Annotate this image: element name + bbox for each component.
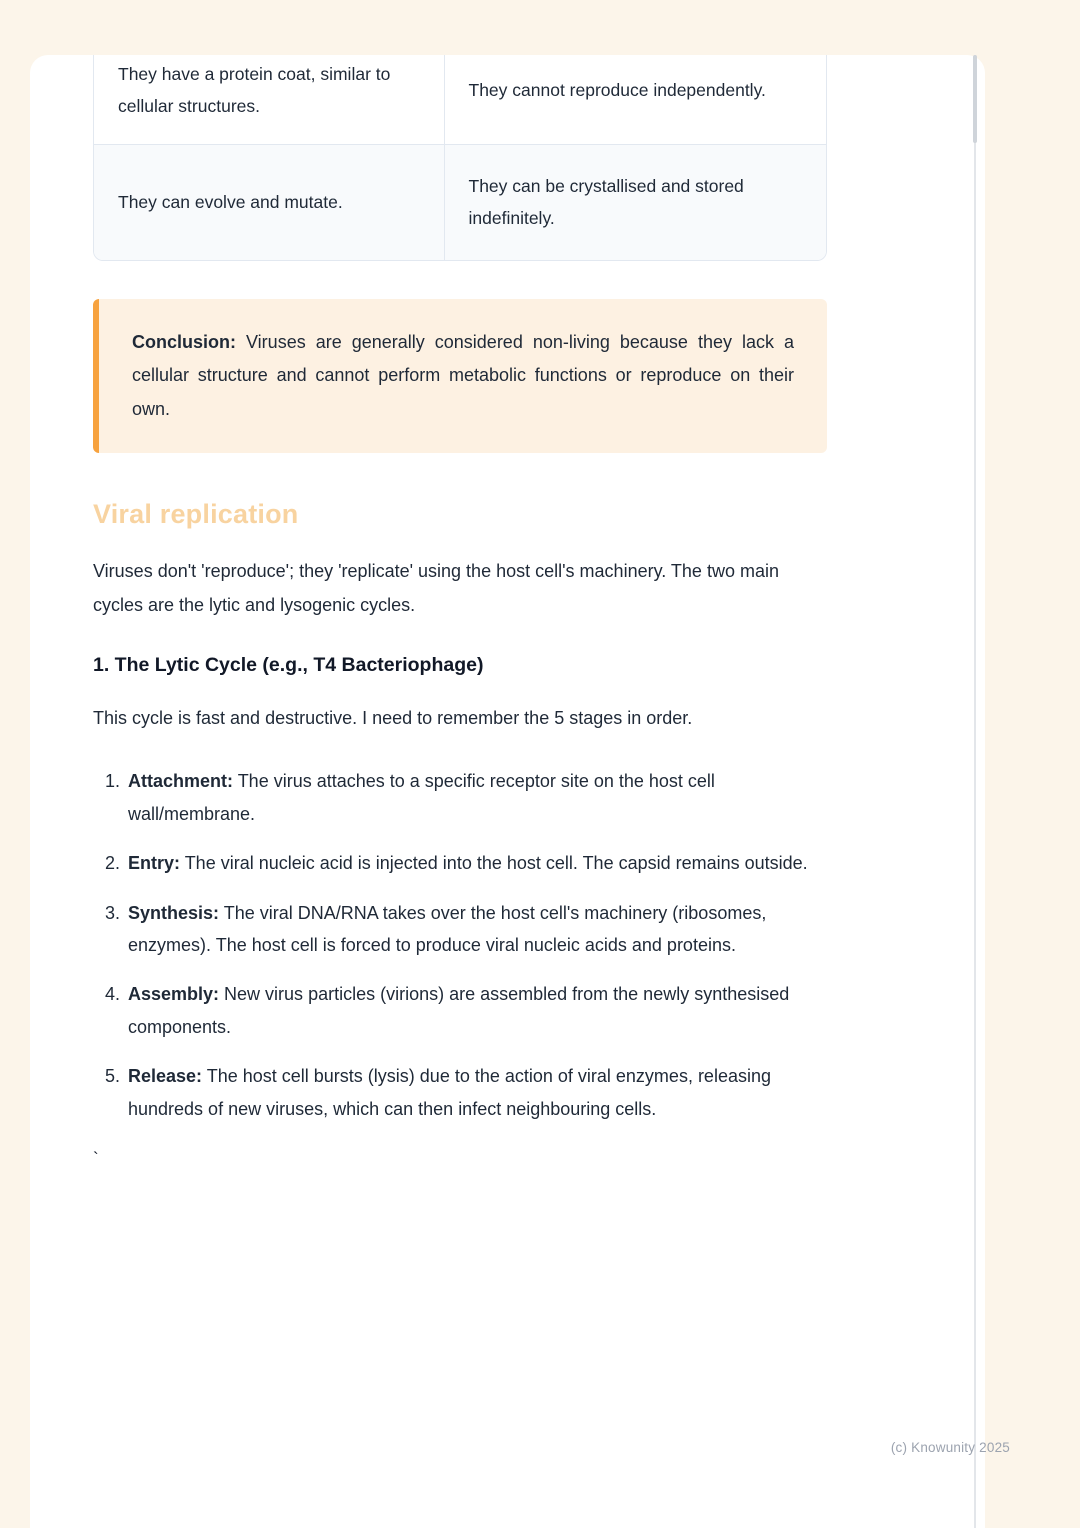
table-row [94, 55, 826, 145]
list-item [93, 897, 827, 962]
list-item-text [128, 1060, 827, 1125]
section-heading: Viral replication [93, 498, 299, 529]
list-item [93, 1060, 827, 1125]
list-item-body: The viral DNA/RNA takes over the host cell's machinery (ribosomes, enzymes). The host cell is forced to produce viral nucleic acids and proteins. [128, 902, 767, 956]
table-row [94, 145, 826, 261]
conclusion-callout [93, 299, 827, 453]
list-item-lead: Assembly: [128, 984, 220, 1005]
scrollbar-track[interactable] [974, 55, 976, 1528]
intro-paragraph: Viruses don't 'reproduce'; they 'replicate' using the host cell's machinery. The two main cycles are the lytic and lysogenic cycles. [93, 560, 779, 616]
list-item-body: The virus attaches to a specific receptor site on the host cell wall/membrane. [128, 771, 715, 824]
list-item-number: 2. [105, 853, 121, 874]
callout-lead: Conclusion: [132, 332, 236, 352]
list-item-number: 1. [105, 771, 121, 792]
document-content [93, 55, 827, 1169]
list-item-text [128, 978, 827, 1043]
list-item [93, 765, 827, 830]
list-item [93, 978, 827, 1043]
list-item-text [128, 765, 827, 830]
list-item-text [128, 847, 827, 879]
list-item-text [128, 897, 827, 962]
list-item-lead: Entry: [128, 853, 181, 874]
list-item-body: New virus particles (virions) are assembled from the newly synthesised components. [128, 984, 790, 1037]
comparison-table [93, 55, 827, 261]
list-item-number: 3. [105, 902, 121, 923]
list-item-body: The host cell bursts (lysis) due to the action of viral enzymes, releasing hundreds of new viruses, which can then infect neighbouring cells. [128, 1066, 771, 1119]
list-item-lead: Synthesis: [128, 902, 220, 923]
list-item-lead: Attachment: [128, 771, 234, 792]
stray-character: ` [93, 1148, 99, 1168]
list-item [93, 847, 827, 879]
scrollbar-thumb[interactable] [973, 55, 977, 143]
document-card [30, 55, 985, 1528]
list-item-body: The viral nucleic acid is injected into the host cell. The capsid remains outside. [180, 853, 808, 874]
subsection-heading: 1. The Lytic Cycle (e.g., T4 Bacteriophage) [93, 654, 484, 677]
list-item-number: 5. [105, 1066, 121, 1087]
list-item-lead: Release: [128, 1066, 203, 1087]
table-cell: They have a protein coat, similar to cellular structures. [94, 55, 444, 145]
table-cell: They cannot reproduce independently. [444, 55, 826, 145]
table-cell: They can evolve and mutate. [94, 145, 444, 261]
copyright-watermark: (c) Knowunity 2025 [890, 1440, 1010, 1455]
callout-text: Viruses are generally considered non-living because they lack a cellular structure and cannot perform metabolic functions or reproduce on their own. [132, 332, 794, 419]
lead-paragraph: This cycle is fast and destructive. I need to remember the 5 stages in order. [93, 708, 693, 729]
table-cell: They can be crystallised and stored indefinitely. [444, 145, 826, 261]
list-item-number: 4. [105, 984, 121, 1005]
lytic-cycle-steps [93, 765, 827, 1125]
